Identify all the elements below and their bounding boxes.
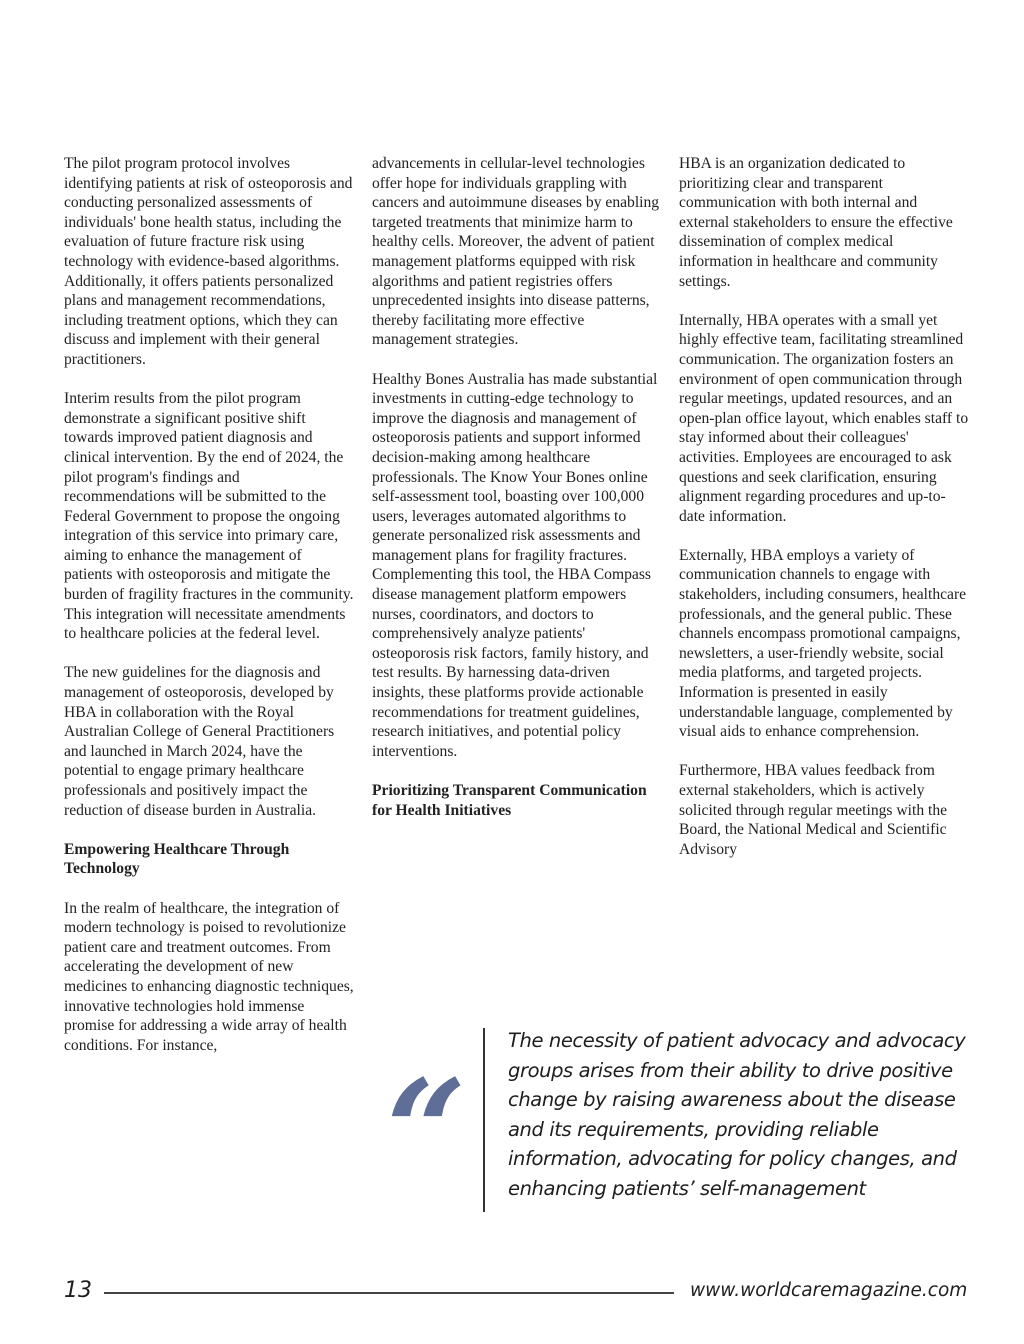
article-column-2	[372, 154, 662, 840]
body-paragraph: Furthermore, HBA values feedback from external stakeholders, which is actively solicited through regular meetings with the Board, the National Medical and Scientific Advisory	[679, 762, 948, 858]
article-column-3	[679, 154, 969, 879]
quotation-mark-icon: “	[386, 1050, 467, 1214]
section-heading: Empowering Healthcare Through Technology	[64, 840, 290, 878]
page-number: 13	[64, 1278, 92, 1303]
quote-divider	[483, 1028, 485, 1212]
body-paragraph: Healthy Bones Australia has made substantial investments in cutting-edge technology to improve the diagnosis and management of osteoporosis patients and support informed decision-making among healthcare professionals. The Know Your Bones online self-assessment tool, boasting over 100,000 users, leverages automated algorithms to generate personalized risk assessments and management plans for fragility fractures. Complementing this tool, the HBA Compass disease management platform empowers nurses, coordinators, and doctors to comprehensively analyze patients' osteoporosis risk factors, family history, and test results. By harnessing data-driven insights, these platforms provide actionable recommendations for treatment guidelines, research initiatives, and potential policy interventions.	[372, 370, 658, 760]
pull-quote	[380, 1022, 980, 1212]
section-heading: Prioritizing Transparent Communication for Health Initiatives	[372, 782, 647, 819]
article-column-1	[64, 154, 354, 1075]
body-paragraph: The new guidelines for the diagnosis and management of osteoporosis, developed by HBA in collaboration with the Royal Australian College of General Practitioners and launched in March 2024, have the potential to engage primary healthcare professionals and positively impact the reduction of disease burden in Australia.	[64, 664, 335, 819]
body-paragraph: In the realm of healthcare, the integration of modern technology is poised to revolutionize patient care and treatment outcomes. From accelerating the development of new medicines to enhancing diagnostic techniques, innovative technologies hold immense promise for addressing a wide array of health conditions. For instance,	[64, 899, 354, 1054]
body-paragraph: HBA is an organization dedicated to prioritizing clear and transparent communication with both internal and external stakeholders to ensure the effective dissemination of complex medical information in healthcare and community settings.	[679, 155, 953, 290]
body-paragraph: Internally, HBA operates with a small yet highly effective team, facilitating streamlined communication. The organization fosters an environment of open communication through regular meetings, updated resources, and an open-plan office layout, which enables staff to stay informed about their colleagues' activities. Employees are encouraged to ask questions and seek clarification, ensuring alignment regarding procedures and up-to-date information.	[679, 311, 969, 525]
body-paragraph: Interim results from the pilot program demonstrate a significant positive shift towards improved patient diagnosis and clinical intervention. By the end of 2024, the pilot program's findings and recommendations will be submitted to the Federal Government to propose the ongoing integration of this service into primary care, aiming to enhance the management of patients with osteoporosis and mitigate the burden of fragility fractures in the community. This integration will necessitate amendments to healthcare policies at the federal level.	[64, 390, 354, 643]
body-paragraph: advancements in cellular-level technologies offer hope for individuals grappling with cancers and autoimmune diseases by enabling targeted treatments that minimize harm to healthy cells. Moreover, the advent of patient management platforms equipped with risk algorithms and patient registries offers unprecedented insights into disease patterns, thereby facilitating more effective management strategies.	[372, 155, 660, 349]
pull-quote-text: The necessity of patient advocacy and advocacy groups arises from their ability to drive positive change by raising awareness about the disease and its requirements, providing reliable information, advocating for policy changes, and enhancing patients’ self-management	[508, 1029, 966, 1200]
footer-divider	[104, 1292, 674, 1294]
body-paragraph: The pilot program protocol involves identifying patients at risk of osteoporosis and conducting personalized assessments of individuals' bone health status, including the evaluation of future fracture risk using technology with evidence-based algorithms. Additionally, it offers patients personalized plans and management recommendations, including treatment options, which they can discuss and implement with their general practitioners.	[64, 155, 353, 368]
body-paragraph: Externally, HBA employs a variety of communication channels to engage with stakeholders, including consumers, healthcare professionals, and the general public. These channels encompass promotional campaigns, newsletters, a user-friendly website, social media platforms, and targeted projects. Information is presented in easily understandable language, complemented by visual aids to enhance comprehension.	[679, 546, 967, 741]
website-url: www.worldcaremagazine.com	[690, 1280, 968, 1301]
